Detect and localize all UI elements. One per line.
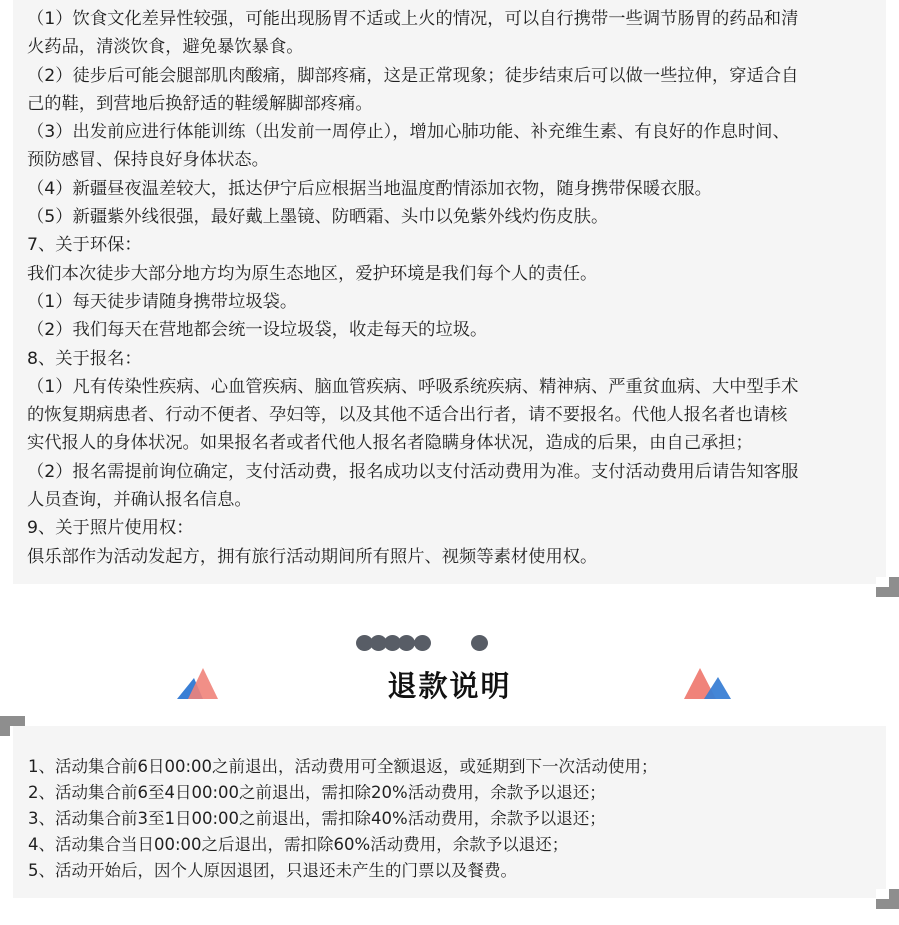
note-line: 我们本次徒步大部分地方均为原生态地区，爱护环境是我们每个人的责任。: [27, 263, 598, 284]
note-line: （5）新疆紫外线很强，最好戴上墨镜、防晒霜、头巾以免紫外线灼伤皮肤。: [27, 207, 609, 228]
refund-card: [13, 726, 886, 898]
note-line: （2）报名需提前询位确定，支付活动费，报名成功以支付活动费用为准。支付活动费用后请告知客服: [27, 461, 799, 482]
triangle-decoration-right: [682, 665, 732, 700]
note-line: 人员查询，并确认报名信息。: [27, 490, 252, 511]
note-line: 俱乐部作为活动发起方，拥有旅行活动期间所有照片、视频等素材使用权。: [27, 546, 598, 567]
notes-card: [13, 0, 886, 584]
corner-bracket-decoration: [876, 889, 899, 909]
note-line: （2）徒步后可能会腿部肌肉酸痛，脚部疼痛，这是正常现象；徒步结束后可以做一些拉伸，穿适合自: [27, 65, 799, 86]
note-line: 火药品，清淡饮食，避免暴饮暴食。: [27, 37, 304, 58]
section-heading: 9、关于照片使用权：: [27, 518, 194, 539]
note-line: （1）凡有传染性疾病、心血管疾病、脑血管疾病、呼吸系统疾病、精神病、严重贫血病、大中型手术: [27, 376, 799, 397]
note-line: 实代报人的身体状况。如果报名者或者代他人报名者隐瞒身体状况，造成的后果，由自己承担；: [27, 433, 753, 454]
refund-line: 4、活动集合当日00:00之后退出，需扣除60%活动费用，余款予以退还；: [28, 835, 569, 854]
note-line: 预防感冒、保持良好身体状态。: [27, 150, 269, 171]
refund-line: 2、活动集合前6至4日00:00之前退出，需扣除20%活动费用，余款予以退还；: [28, 783, 606, 802]
note-line: 的恢复期病患者、行动不便者、孕妇等，以及其他不适合出行者，请不要报名。代他人报名者也请核: [27, 405, 788, 426]
dots-decoration: [356, 633, 496, 653]
refund-line: 5、活动开始后，因个人原因退团，只退还未产生的门票以及餐费。: [28, 861, 517, 880]
note-line: （1）每天徒步请随身携带垃圾袋。: [27, 291, 298, 312]
note-line: （3）出发前应进行体能训练（出发前一周停止），增加心肺功能、补充维生素、有良好的作息时间、: [27, 122, 790, 143]
note-line: 己的鞋，到营地后换舒适的鞋缓解脚部疼痛。: [27, 93, 373, 114]
dot: [398, 635, 415, 651]
refund-line: 3、活动集合前3至1日00:00之前退出，需扣除40%活动费用，余款予以退还；: [28, 809, 606, 828]
note-line: （1）饮食文化差异性较强，可能出现肠胃不适或上火的情况，可以自行携带一些调节肠胃的药品和清: [27, 9, 799, 29]
section-title: 退款说明: [387, 669, 512, 703]
dot: [414, 635, 431, 651]
corner-bracket-decoration: [876, 577, 899, 597]
section-heading: 7、关于环保：: [27, 235, 142, 256]
note-line: （2）我们每天在营地都会统一设垃圾袋，收走每天的垃圾。: [27, 320, 488, 341]
cut-off-text-fragment: [27, 0, 287, 10]
section-heading: 8、关于报名：: [27, 348, 142, 369]
dot: [471, 635, 488, 651]
note-line: （4）新疆昼夜温差较大，抵达伊宁后应根据当地温度酌情添加衣物，随身携带保暖衣服。: [27, 178, 712, 199]
refund-line: 1、活动集合前6日00:00之前退出，活动费用可全额退返，或延期到下一次活动使用；: [28, 757, 658, 776]
